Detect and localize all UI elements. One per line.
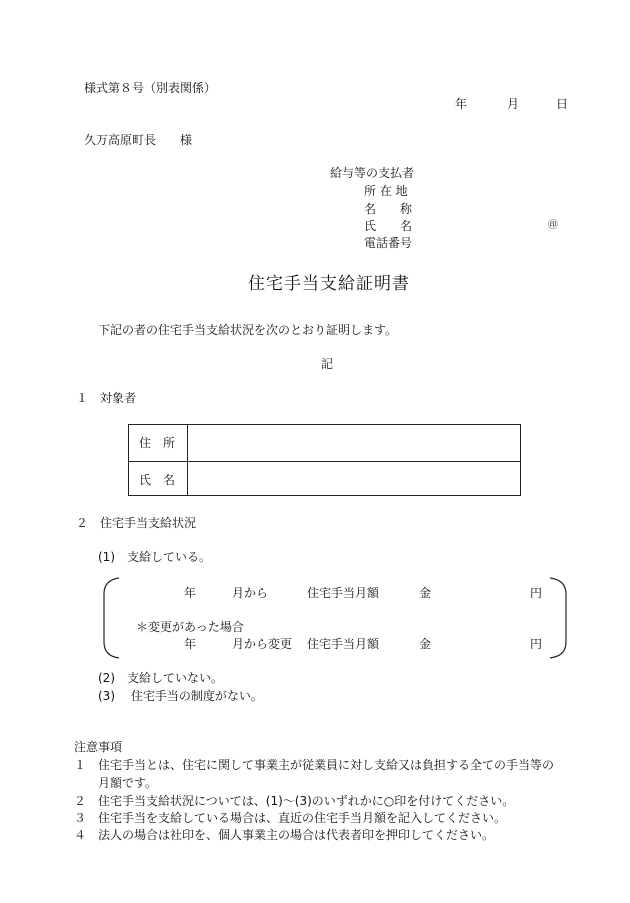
note-text-continued: 月額です。 [98, 776, 158, 790]
payer-person-label: 氏 名 [364, 219, 413, 233]
note-number: ３ [74, 811, 87, 825]
note-number: １ [74, 758, 87, 772]
row1-year: 年 [184, 586, 197, 600]
row2-kin: 金 [419, 637, 432, 651]
seal-mark-icon: ㊞ [548, 220, 558, 231]
note-text: 住宅手当とは、住宅に関して事業主が従業員に対し支給又は負担する全ての手当等の [98, 758, 555, 772]
notes-heading: 注意事項 [74, 740, 123, 754]
note-text: 法人の場合は社印を、個人事業主の場合は代表者印を押印してください。 [98, 828, 495, 842]
row1-kin: 金 [419, 586, 432, 600]
row2-yen: 円 [530, 637, 543, 651]
date-month-label: 月 [507, 97, 520, 111]
option-2: (2) 支給していない。 [98, 671, 223, 685]
left-bracket [104, 578, 119, 658]
row1-label: 住宅手当月額 [307, 586, 380, 600]
note-number: ２ [74, 794, 87, 808]
section1-heading: １ 対象者 [76, 391, 137, 405]
ki-label: 記 [321, 357, 334, 371]
right-bracket [550, 578, 566, 658]
option-3: (3) 住宅手当の制度がない。 [98, 689, 263, 703]
payer-heading: 給与等の支払者 [330, 166, 415, 180]
payer-location-label: 所 在 地 [364, 184, 408, 198]
payer-name-label: 名 称 [364, 202, 413, 216]
row1-from: 月から [232, 586, 269, 600]
row2-from: 月から変更 [232, 637, 293, 651]
address-label: 住 所 [139, 436, 176, 450]
date-year-label: 年 [455, 97, 468, 111]
name-label: 氏 名 [139, 473, 176, 487]
row2-year: 年 [184, 637, 197, 651]
row2-label: 住宅手当月額 [307, 637, 380, 651]
payer-phone-label: 電話番号 [364, 236, 413, 250]
change-note: ＊変更があった場合 [136, 620, 244, 634]
note-number: ４ [74, 828, 87, 842]
intro-text: 下記の者の住宅手当支給状況を次のとおり証明します。 [98, 323, 398, 337]
document-title: 住宅手当支給証明書 [248, 274, 410, 294]
form-number: 様式第８号（別表関係） [84, 81, 217, 95]
date-day-label: 日 [556, 97, 569, 111]
row1-yen: 円 [530, 586, 543, 600]
section2-heading: ２ 住宅手当支給状況 [76, 516, 197, 530]
addressee: 久万高原町長 様 [84, 133, 193, 147]
note-text: 住宅手当支給状況については、(1)～(3)のいずれかに○印を付けてください。 [98, 794, 515, 808]
note-text: 住宅手当を支給している場合は、直近の住宅手当月額を記入してください。 [98, 811, 507, 825]
option-1: (1) 支給している。 [98, 550, 211, 564]
